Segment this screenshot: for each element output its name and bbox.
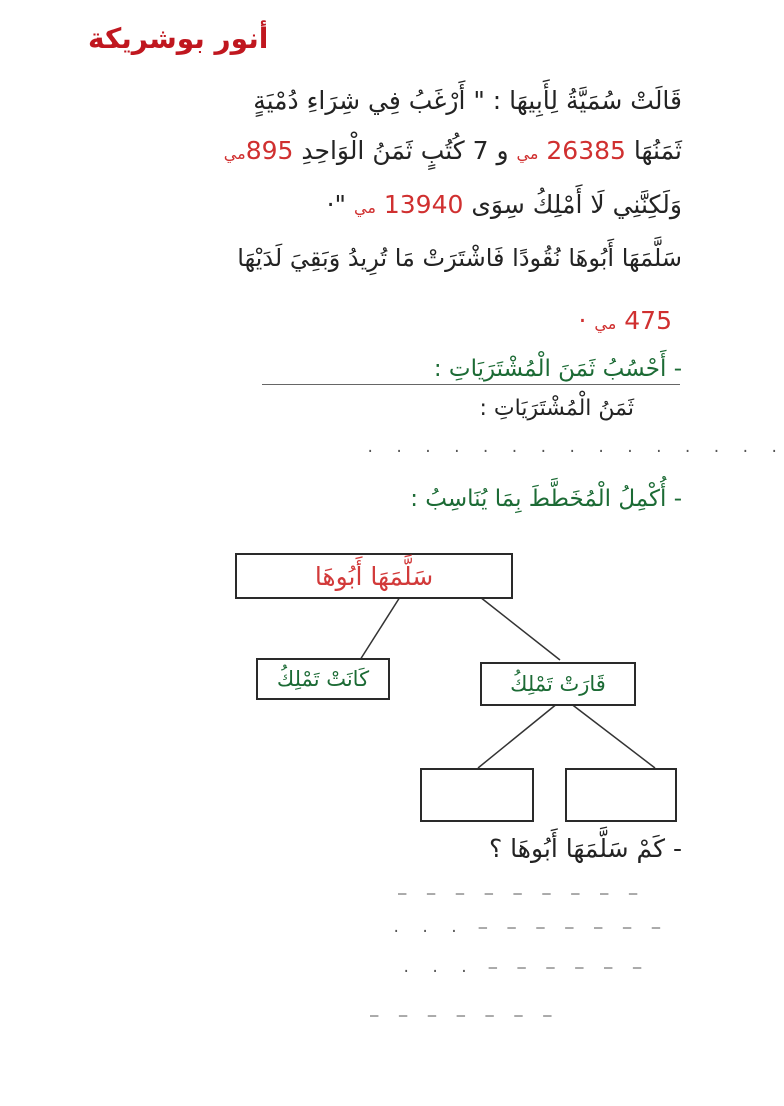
story-line-3: وَلَكِنَّنِي لَا أَمْلِكُ سِوَى 13940 مي "· — [326, 190, 682, 219]
story-line-2-start: ثَمَنُهَا — [633, 136, 682, 165]
story-line-1: قَالَتْ سُمَيَّةُ لِأَبِيهَا : " أَرْغَبُ فِي شِرَاءِ دُمْيَةٍ — [253, 86, 682, 115]
task-3-heading: - كَمْ سَلَّمَهَا أَبُوهَا ؟ — [488, 834, 682, 863]
answer-line-4: . . . — — — — — — — [402, 960, 648, 976]
book-price: 895مي — [223, 136, 294, 165]
story-line-4: سَلَّمَهَا أَبُوهَا نُقُودًا فَاشْتَرَتْ مَا تُرِيدُ وَبَقِيَ لَدَيْهَا — [237, 244, 682, 272]
answer-line-2: — — — — — — — — — — [398, 886, 644, 902]
answer-line-3: . . . — — — — — — — — [392, 920, 667, 936]
diagram-left-label: كَانَتْ تَمْلِكُ — [276, 667, 370, 691]
task-1-heading: - أَحْسُبُ ثَمَنَ الْمُشْتَرَيَاتِ : — [433, 356, 682, 382]
answer-line-1: . . . . . . . . . . . . . . . — [366, 440, 784, 456]
doll-price: 26385 مي — [516, 136, 626, 165]
story-line-3-start: وَلَكِنَّنِي لَا أَمْلِكُ سِوَى — [471, 190, 682, 219]
task-2-heading: - أُكْمِلُ الْمُخَطَّطَ بِمَا يُنَاسِبُ : — [410, 486, 682, 512]
author-watermark: أنور بوشريكة — [88, 22, 269, 55]
remaining-amount: 475 مي · — [578, 306, 672, 335]
diagram-empty-box-right[interactable] — [565, 768, 677, 822]
diagram-right-box — [480, 662, 636, 706]
purchases-price-label: ثَمَنُ الْمُشْتَرَيَاتِ : — [479, 396, 634, 421]
story-line-2-middle: و 7 كُتُبٍ ثَمَنُ الْوَاحِدِ — [301, 136, 509, 165]
diagram-root-box — [235, 553, 513, 599]
diagram-empty-box-left[interactable] — [420, 768, 534, 822]
diagram-left-box — [256, 658, 390, 700]
diagram-root-label: سَلَّمَهَا أَبُوهَا — [314, 561, 434, 591]
owned-amount: 13940 مي — [354, 190, 464, 219]
diagram-right-label: قَارَتْ تَمْلِكُ — [510, 672, 606, 696]
answer-line-5: — — — — — — — — [370, 1008, 558, 1024]
